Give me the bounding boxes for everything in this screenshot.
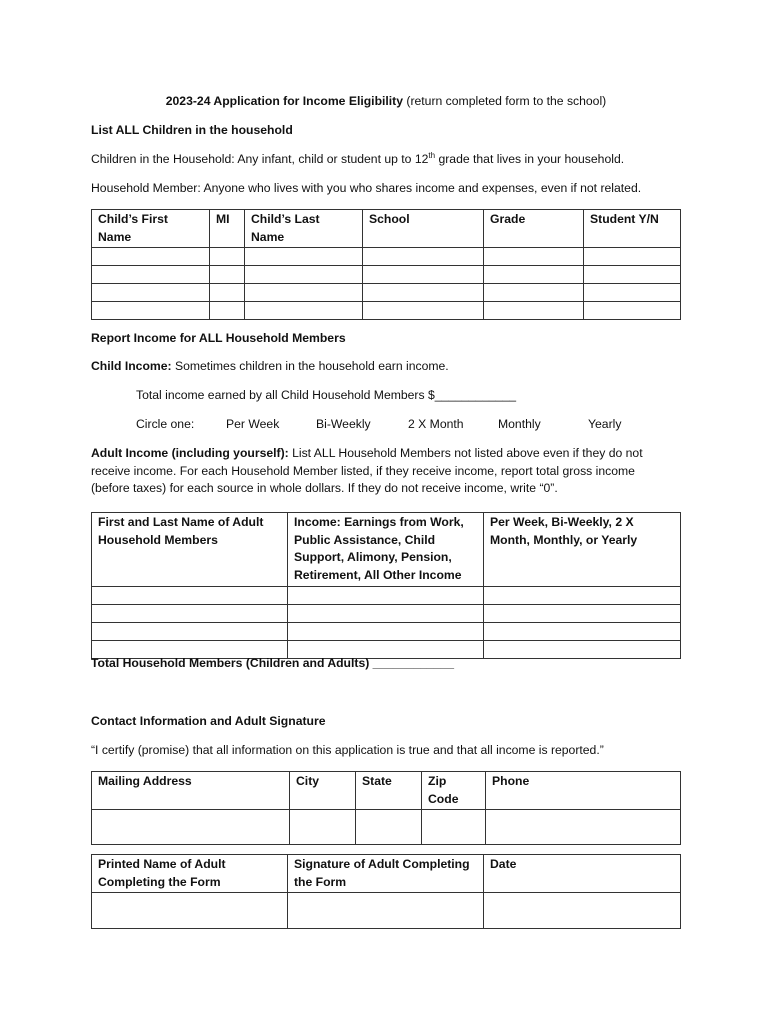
input-cell[interactable]	[210, 248, 245, 266]
signature-input[interactable]	[288, 893, 484, 929]
total-household-members-field[interactable]: Total Household Members (Children and Adults) ____________	[91, 656, 455, 670]
total-child-income-field[interactable]: Total income earned by all Child Household Members $____________	[136, 388, 517, 402]
child-income-line: Child Income: Sometimes children in the household earn income.	[91, 359, 449, 373]
freq-bi-weekly[interactable]: Bi-Weekly	[316, 417, 371, 431]
table-row	[92, 622, 681, 640]
freq-per-week[interactable]: Per Week	[226, 417, 280, 431]
input-cell[interactable]	[484, 586, 681, 604]
input-cell[interactable]	[484, 284, 584, 302]
col-last-name: Child’s Last Name	[245, 210, 363, 248]
col-school: School	[363, 210, 484, 248]
adult-income-table	[91, 512, 681, 659]
freq-monthly[interactable]: Monthly	[498, 417, 541, 431]
input-cell[interactable]	[484, 640, 681, 658]
city-input[interactable]	[290, 810, 356, 845]
date-input[interactable]	[484, 893, 681, 929]
mailing-address-input[interactable]	[92, 810, 290, 845]
col-zip: Zip Code	[422, 772, 486, 810]
address-table	[91, 771, 681, 845]
col-city: City	[290, 772, 356, 810]
freq-2x-month[interactable]: 2 X Month	[408, 417, 464, 431]
input-cell[interactable]	[363, 302, 484, 320]
input-cell[interactable]	[484, 604, 681, 622]
input-cell[interactable]	[363, 266, 484, 284]
input-cell[interactable]	[245, 248, 363, 266]
col-signature: Signature of Adult Completing the Form	[288, 855, 484, 893]
table-row	[92, 284, 681, 302]
col-income-source: Income: Earnings from Work, Public Assistance, Child Support, Alimony, Pension, Retirement, All Other Income	[288, 513, 484, 587]
certification-statement: “I certify (promise) that all information on this application is true and that all income is reported.”	[91, 743, 604, 757]
table-row	[92, 604, 681, 622]
children-table	[91, 209, 681, 320]
col-date: Date	[484, 855, 681, 893]
col-mi: MI	[210, 210, 245, 248]
col-grade: Grade	[484, 210, 584, 248]
col-state: State	[356, 772, 422, 810]
input-cell[interactable]	[92, 622, 288, 640]
signature-table-header	[92, 855, 681, 893]
input-cell[interactable]	[363, 284, 484, 302]
circle-one-label: Circle one:	[136, 417, 195, 431]
input-cell[interactable]	[584, 284, 681, 302]
col-frequency: Per Week, Bi-Weekly, 2 X Month, Monthly, or Yearly	[484, 513, 681, 587]
title-note: (return completed form to the school)	[403, 94, 607, 108]
table-row	[92, 893, 681, 929]
freq-yearly[interactable]: Yearly	[588, 417, 622, 431]
col-adult-name: First and Last Name of Adult Household Members	[92, 513, 288, 587]
input-cell[interactable]	[210, 266, 245, 284]
adult-income-paragraph: Adult Income (including yourself): List ALL Household Members not listed above even if they do not receive income. For each Household Member listed, if they receive income, report total gross income (before taxes) for each source in whole dollars. If they do not receive income, write “0”.	[91, 446, 643, 496]
input-cell[interactable]	[484, 302, 584, 320]
adult-table-header	[92, 513, 681, 587]
table-row	[92, 810, 681, 845]
input-cell[interactable]	[245, 284, 363, 302]
input-cell[interactable]	[288, 622, 484, 640]
frequency-row	[136, 416, 681, 434]
col-phone: Phone	[486, 772, 681, 810]
input-cell[interactable]	[92, 302, 210, 320]
input-cell[interactable]	[584, 302, 681, 320]
page-title	[91, 93, 681, 111]
contact-heading: Contact Information and Adult Signature	[91, 714, 326, 728]
children-definition: Children in the Household: Any infant, child or student up to 12th grade that lives in your household.	[91, 150, 625, 166]
input-cell[interactable]	[92, 284, 210, 302]
zip-input[interactable]	[422, 810, 486, 845]
input-cell[interactable]	[245, 302, 363, 320]
input-cell[interactable]	[245, 266, 363, 284]
state-input[interactable]	[356, 810, 422, 845]
phone-input[interactable]	[486, 810, 681, 845]
input-cell[interactable]	[288, 586, 484, 604]
input-cell[interactable]	[484, 622, 681, 640]
input-cell[interactable]	[92, 586, 288, 604]
children-table-header	[92, 210, 681, 248]
address-table-header	[92, 772, 681, 810]
input-cell[interactable]	[210, 302, 245, 320]
household-member-definition: Household Member: Anyone who lives with you who shares income and expenses, even if not related.	[91, 181, 642, 195]
input-cell[interactable]	[584, 248, 681, 266]
input-cell[interactable]	[484, 266, 584, 284]
table-row	[92, 266, 681, 284]
input-cell[interactable]	[363, 248, 484, 266]
col-first-name: Child’s First Name	[92, 210, 210, 248]
printed-name-input[interactable]	[92, 893, 288, 929]
input-cell[interactable]	[92, 248, 210, 266]
table-row	[92, 302, 681, 320]
input-cell[interactable]	[210, 284, 245, 302]
col-student: Student Y/N	[584, 210, 681, 248]
title-bold: 2023-24 Application for Income Eligibility	[165, 94, 404, 108]
table-row	[92, 248, 681, 266]
signature-table	[91, 854, 681, 929]
col-mailing-address: Mailing Address	[92, 772, 290, 810]
col-printed-name: Printed Name of Adult Completing the Form	[92, 855, 288, 893]
input-cell[interactable]	[484, 248, 584, 266]
input-cell[interactable]	[92, 266, 210, 284]
input-cell[interactable]	[288, 604, 484, 622]
table-row	[92, 586, 681, 604]
children-heading: List ALL Children in the household	[91, 123, 293, 137]
input-cell[interactable]	[584, 266, 681, 284]
income-heading: Report Income for ALL Household Members	[91, 331, 346, 345]
input-cell[interactable]	[92, 604, 288, 622]
